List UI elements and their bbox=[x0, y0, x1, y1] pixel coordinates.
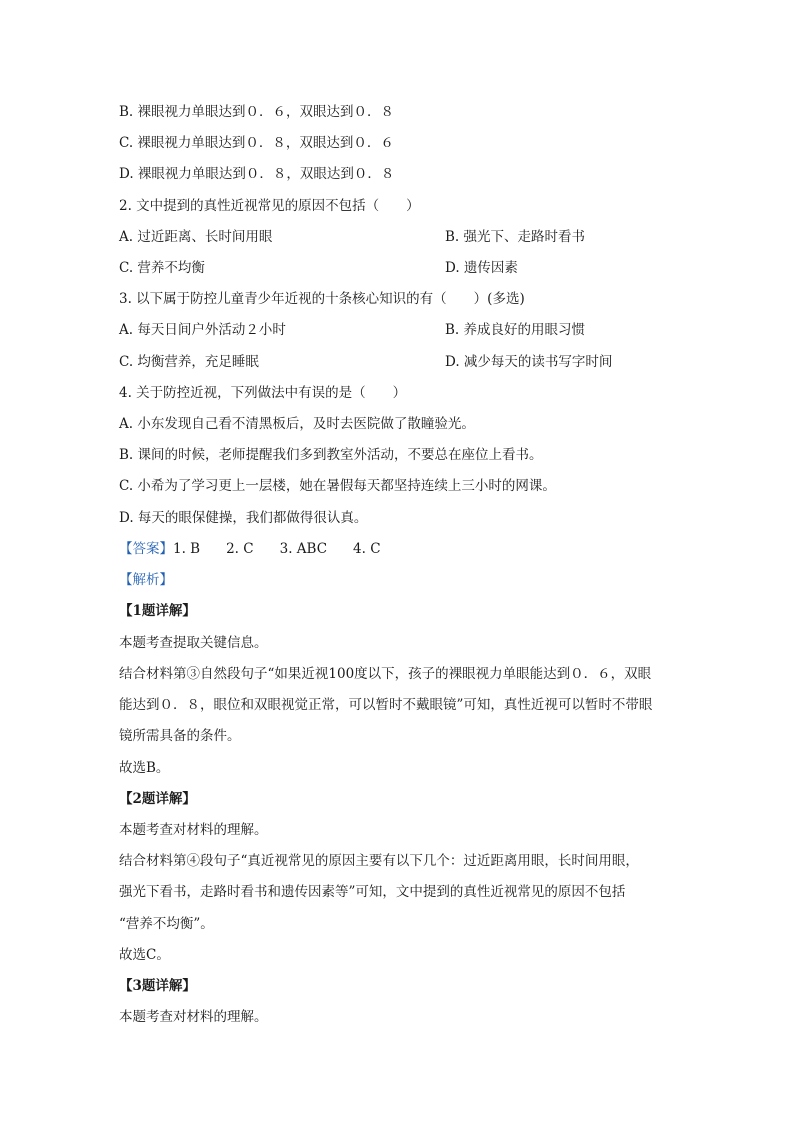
q3-option-d: D. 减少每天的读书写字时间 bbox=[445, 354, 613, 370]
q2-option-d: D. 遗传因素 bbox=[445, 260, 518, 276]
explain1-line: 能达到０．８，眼位和双眼视觉正常，可以暂时不戴眼镜”可知，真性近视可以暂时不带眼 bbox=[119, 697, 653, 713]
q3-option-a: A. 每天日间户外活动２小时 bbox=[119, 322, 286, 338]
explain2-conclusion: 故选C。 bbox=[119, 947, 170, 963]
q2-option-c: C. 营养不均衡 bbox=[119, 260, 205, 276]
answer-item: 1. B bbox=[173, 541, 201, 557]
q4-option-c: C. 小希为了学习更上一层楼，她在暑假每天都坚持连续上三小时的网课。 bbox=[119, 478, 556, 494]
q4-option-d: D. 每天的眼保健操，我们都做得很认真。 bbox=[119, 510, 368, 526]
answer-item: 2. C bbox=[226, 541, 254, 557]
q1-option-b: B. 裸眼视力单眼达到０．６，双眼达到０．８ bbox=[119, 104, 395, 120]
explain1-heading: 【1题详解】 bbox=[119, 603, 196, 619]
q3-option-b: B. 养成良好的用眼习惯 bbox=[445, 322, 586, 338]
explain3-heading: 【3题详解】 bbox=[119, 978, 196, 994]
explain1-conclusion: 故选B。 bbox=[119, 760, 170, 776]
explain3-intro: 本题考查对材料的理解。 bbox=[119, 1009, 268, 1025]
explain1-intro: 本题考查提取关键信息。 bbox=[119, 635, 268, 651]
q2-option-a: A. 过近距离、长时间用眼 bbox=[119, 229, 273, 245]
answer-item: 3. ABC bbox=[279, 541, 328, 557]
explain2-line: 强光下看书，走路时看书和遗传因素等”可知，文中提到的真性近视常见的原因不包括 bbox=[119, 884, 626, 900]
q3-stem: 3. 以下属于防控儿童青少年近视的十条核心知识的有（ ）(多选) bbox=[119, 291, 525, 307]
q4-option-a: A. 小东发现自己看不清黑板后，及时去医院做了散瞳验光。 bbox=[119, 416, 475, 432]
q4-option-b: B. 课间的时候，老师提醒我们多到教室外活动，不要总在座位上看书。 bbox=[119, 447, 543, 463]
q1-option-d: D. 裸眼视力单眼达到０．８，双眼达到０．８ bbox=[119, 166, 395, 182]
explain2-intro: 本题考查对材料的理解。 bbox=[119, 822, 268, 838]
answer-line bbox=[119, 539, 407, 559]
answer-label: 【答案】 bbox=[119, 541, 173, 557]
explain2-line: 结合材料第④段句子“真近视常见的原因主要有以下几个：过近距离用眼，长时间用眼， bbox=[119, 853, 639, 869]
explain2-line: “营养不均衡”。 bbox=[119, 916, 214, 932]
explain1-line: 结合材料第③自然段句子“如果近视100度以下，孩子的裸眼视力单眼能达到０．６，双眼 bbox=[119, 666, 652, 682]
explain2-heading: 【2题详解】 bbox=[119, 791, 196, 807]
explain1-line: 镜所需具备的条件。 bbox=[119, 728, 241, 744]
q2-stem: 2. 文中提到的真性近视常见的原因不包括（ ） bbox=[119, 198, 420, 214]
q4-stem: 4. 关于防控近视，下列做法中有误的是（ ） bbox=[119, 385, 407, 401]
q2-option-b: B. 强光下、走路时看书 bbox=[445, 229, 586, 245]
q1-option-c: C. 裸眼视力单眼达到０．８，双眼达到０．６ bbox=[119, 135, 394, 151]
analysis-label: 【解析】 bbox=[119, 572, 173, 588]
answer-item: 4. C bbox=[353, 541, 381, 557]
q3-option-c: C. 均衡营养，充足睡眠 bbox=[119, 354, 259, 370]
